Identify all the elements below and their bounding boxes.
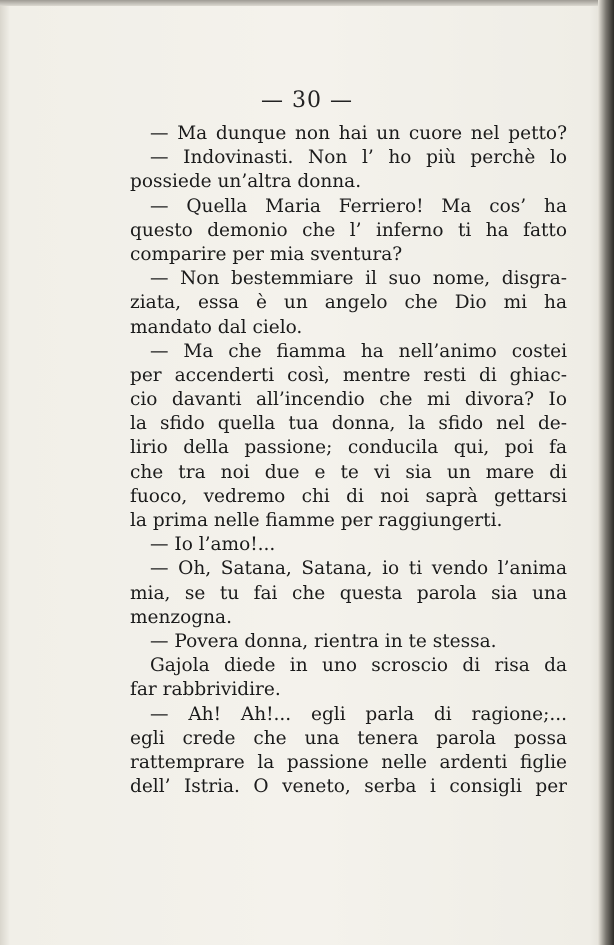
text-line: questo demonio che l’ inferno ti ha fatto <box>130 219 567 241</box>
text-line: far rabbrividire. <box>130 679 281 701</box>
page-body-text <box>130 122 567 799</box>
text-line: — Ma che fiamma ha nell’animo costei <box>150 340 567 362</box>
text-line: — Non bestemmiare il suo nome, disgra- <box>150 268 567 290</box>
text-line: che tra noi due e te vi sia un mare di <box>130 461 567 483</box>
text-line: — Povera donna, rientra in te stessa. <box>150 630 497 652</box>
text-line: rattemprare la passione nelle ardenti figlie <box>130 751 567 773</box>
text-line: — Ma dunque non hai un cuore nel petto? <box>150 123 567 144</box>
page-number: — 30 — <box>261 88 353 113</box>
text-line: fuoco, vedremo chi di noi saprà gettarsi <box>130 485 567 507</box>
text-line: lirio della passione; conducila qui, poi fa <box>130 437 567 459</box>
page-binding-edge <box>598 0 614 945</box>
text-line: — Ah! Ah!... egli parla di ragione;... <box>150 703 567 725</box>
text-line: egli crede che una tenera parola possa <box>130 727 567 749</box>
text-line: la prima nelle fiamme per raggiungerti. <box>130 510 503 531</box>
text-line: ziata, essa è un angelo che Dio mi ha <box>130 292 567 314</box>
text-line: mia, se tu fai che questa parola sia una <box>130 582 567 604</box>
page-top-edge <box>0 0 614 6</box>
text-line: — Quella Maria Ferriero! Ma cos’ ha <box>150 195 567 217</box>
text-line: mandato dal cielo. <box>130 316 303 338</box>
text-line: possiede un’altra donna. <box>130 171 362 193</box>
text-line: cio davanti all’incendio che mi divora? Io <box>130 389 567 411</box>
text-line: — Indovinasti. Non l’ ho più perchè lo <box>150 147 567 169</box>
text-line: Gajola diede in uno scroscio di risa da <box>150 655 567 677</box>
text-line: — Oh, Satana, Satana, io ti vendo l’anima <box>150 558 567 580</box>
text-line: dell’ Istria. O veneto, serba i consigli per <box>130 776 567 798</box>
text-line: — Io l’amo!... <box>150 534 276 556</box>
text-line: comparire per mia sventura? <box>130 243 403 265</box>
text-line: la sfido quella tua donna, la sfido nel de- <box>130 413 567 435</box>
text-line: per accenderti così, mentre resti di ghiac- <box>130 364 567 386</box>
text-line: menzogna. <box>130 606 232 628</box>
